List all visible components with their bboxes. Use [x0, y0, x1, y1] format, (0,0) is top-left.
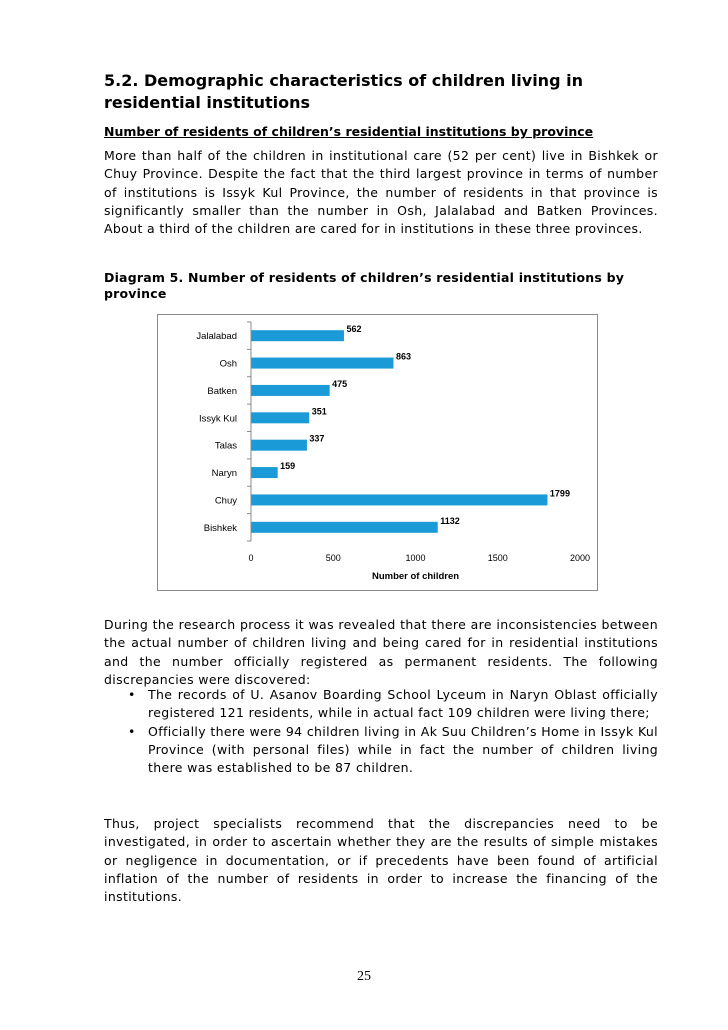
discrepancy-list	[118, 686, 658, 777]
bullet-icon: •	[128, 687, 136, 702]
x-tick-label: 1000	[405, 553, 426, 563]
category-label: Bishkek	[203, 522, 237, 534]
x-axis-title: Number of children	[371, 571, 460, 582]
section-title: 5.2. Demographic characteristics of children living in residential institutions	[104, 71, 583, 112]
x-tick-label: 1500	[487, 553, 508, 563]
bar	[252, 330, 344, 341]
bar	[252, 440, 307, 451]
diagram-title: Diagram 5. Number of residents of children’s residential institutions by province	[104, 270, 625, 301]
x-tick-label: 500	[325, 553, 341, 563]
category-label: Chuy	[214, 495, 237, 507]
category-label: Batken	[207, 385, 237, 397]
bar	[252, 467, 278, 478]
intro-paragraph: More than half of the children in institutional care (52 per cent) live in Bishkek or Chuy Province. Despite the fact that the third largest province in terms of number of institutions is Issyk Kul Province, the number of residents in that province is significantly smaller than the number in Osh, Jalalabad and Batken Provinces. About a third of the children are cared for in institutions in these three provinces.	[104, 148, 658, 237]
bar-chart	[157, 314, 598, 591]
category-label: Talas	[214, 440, 237, 452]
list-item	[118, 686, 658, 723]
data-label: 1132	[440, 515, 460, 526]
x-tick-label: 2000	[569, 553, 591, 563]
bar	[252, 522, 438, 533]
category-label: Jalalabad	[196, 331, 237, 343]
category-label: Naryn	[211, 468, 237, 480]
data-label: 562	[346, 324, 362, 335]
data-label: 351	[311, 406, 327, 417]
subsection-title: Number of residents of children’s residential institutions by province	[104, 124, 594, 139]
bar	[252, 385, 330, 396]
list-item	[118, 723, 658, 778]
chart-canvas	[158, 315, 599, 592]
bar	[252, 358, 394, 369]
data-label: 475	[332, 378, 348, 389]
list-item-text: Officially there were 94 children living in Ak Suu Children’s Home in Issyk Kul Province (with personal files) while in fact the number of children living there was established to be 87 children.	[148, 723, 658, 776]
list-item-text: The records of U. Asanov Boarding School Lyceum in Naryn Oblast officially registered 121 residents, while in actual fact 109 children were living there;	[148, 687, 658, 721]
findings-paragraph: During the research process it was revealed that there are inconsistencies between the actual number of children living and being cared for in residential institutions and the number officially registered as permanent residents. The following discrepancies were discovered:	[104, 617, 658, 687]
page-number: 25	[357, 969, 371, 984]
bullet-icon: •	[128, 723, 136, 739]
data-label: 159	[280, 461, 296, 472]
category-label: Issyk Kul	[198, 413, 237, 425]
data-label: 1799	[549, 488, 570, 499]
data-label: 337	[309, 433, 325, 444]
x-tick-label: 0	[248, 553, 254, 563]
conclusion-paragraph: Thus, project specialists recommend that the discrepancies need to be investigated, in order to ascertain whether they are the results of simple mistakes or negligence in documentation, or if precedents have been found of artificial inflation of the number of residents in order to increase the financing of the institutions.	[104, 816, 658, 905]
bar	[252, 412, 310, 423]
data-label: 863	[395, 351, 411, 362]
bar	[252, 494, 548, 505]
category-label: Osh	[219, 358, 237, 370]
